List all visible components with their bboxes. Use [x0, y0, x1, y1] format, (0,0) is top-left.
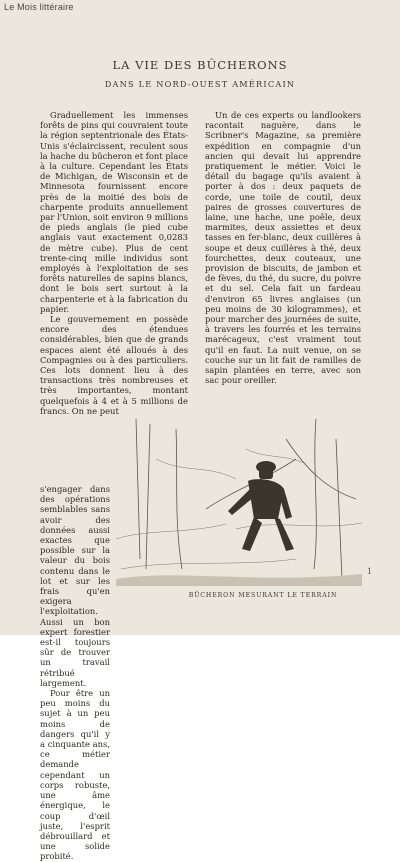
- page-mark: 1: [367, 567, 373, 576]
- article-title: LA VIE DES BÛCHERONS: [112, 58, 288, 72]
- paragraph: Graduellement les immenses forêts de pins qui couvraient toute la région septentrionale des États-Unis s'éclaircissent, reculent sous la hache du bûcheron et font place à la culture. Cependant les États de Michigan, de Wisconsin et de Minnesota fournissent encore près de la moitié des bois de charpente produits annuellement par l'Union, soit environ 9 millions de pieds anglais (le pied cube anglais vaut exactement 0,0283 de mètre cube). Plus de cent trente-cinq mille individus sont employés à l'exploitation de ses forêts naturelles de sapins blancs, dont le bois sert surtout à la charpenterie et à la fabrication du papier.: [40, 110, 188, 314]
- right-column: [205, 110, 361, 385]
- paragraph: Pour être un peu moins du sujet à un peu moins de dangers qu'il y a cinquante ans, ce métier demande cependant un corps robuste, une âme énergique, le coup d'œil juste, l'esprit débrouillard et une solide probité.: [40, 688, 110, 862]
- figure-caption: BÛCHERON MESURANT LE TERRAIN: [188, 592, 338, 599]
- paragraph: Le gouvernement en possède encore des étendues considérables, bien que de grands espaces aient été alloués à des Compagnies ou à des particuliers. Ces lots donnent lieu à des transactions très nombreuses et très importantes, montant quelquefois à 4 et à 5 millions de francs. On ne peut: [40, 314, 188, 416]
- woodcutter-illustration: [116, 419, 362, 586]
- paragraph: Un de ces experts ou landlookers racontait naguère, dans le Scribner's Magazine, sa première expédition en compagnie d'un ancien qui devait lui apprendre pratiquement le métier. Voici le détail du bagage qu'ils avaient à porter à dos : deux paquets de corde, une toile de coutil, deux paires de grosses couvertures de laine, une hache, une poêle, deux marmites, deux assiettes et deux tasses en fer-blanc, deux cuillères à soupe et deux cuillères à thé, deux fourchettes, deux couteaux, une provision de biscuits, de jambon et de fèves, du thé, du sucre, du poivre et du sel. Cela fait un fardeau d'environ 65 livres anglaises (un peu moins de 30 kilogrammes), et pour marcher des journées de suite, à travers les fourrés et les terrains marécageux, c'est vraiment tout qu'il en faut. La nuit venue, on se couche sur un lit fait de ramilles de sapin plantées en terre, avec son sac pour oreiller.: [205, 110, 361, 386]
- left-narrow-column: [40, 484, 110, 862]
- paragraph: s'engager dans des opérations semblables sans avoir des données aussi exactes que possible sur la valeur du bois contenu dans le lot et sur les frais qu'en exigera l'exploitation. Aussi un bon expert forestier est-il toujours sûr de trouver un travail rétribué largement.: [40, 484, 110, 688]
- left-column: [40, 110, 188, 416]
- article-subtitle: DANS LE NORD-OUEST AMÉRICAIN: [104, 79, 296, 89]
- running-header: Le Mois littéraire: [4, 2, 74, 12]
